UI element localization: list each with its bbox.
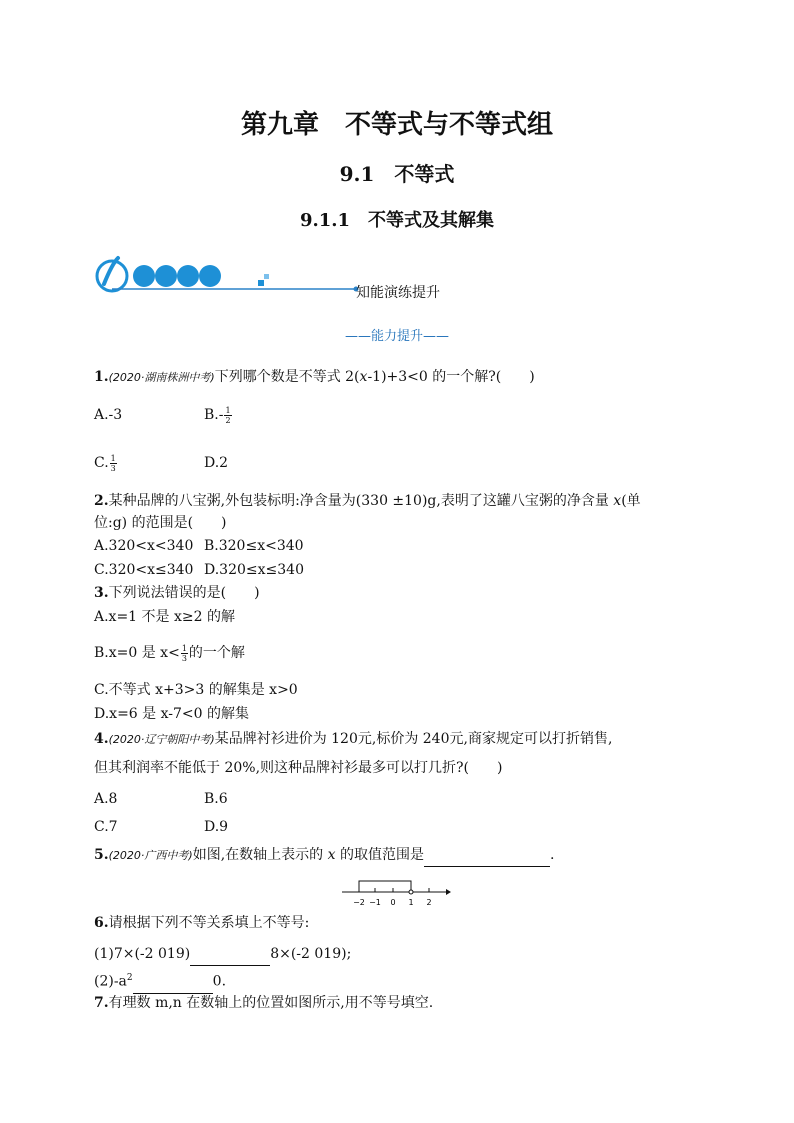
number-line-figure <box>340 878 452 908</box>
q3-option-c: C.不等式 x+3>3 的解集是 x>0 <box>94 682 298 698</box>
q6-part-1 <box>94 943 351 966</box>
q4-option-c: C.7 <box>94 819 118 835</box>
question-source: (2020·湖南株洲中考) <box>108 371 215 384</box>
tick-label: −2 <box>353 898 365 907</box>
stem-variable: x <box>613 493 622 509</box>
question-7-stem <box>94 992 433 1014</box>
question-number: 5. <box>94 847 109 863</box>
question-number: 2. <box>94 493 109 509</box>
q3-option-b <box>94 642 245 664</box>
exponent: 2 <box>126 973 133 983</box>
fraction: $\frac{1}{3}$ <box>181 643 187 663</box>
q4-option-b: B.6 <box>204 791 228 807</box>
q3-option-d: D.x=6 是 x-7<0 的解集 <box>94 706 249 722</box>
answer-blank[interactable] <box>424 844 550 867</box>
q3-option-a: A.x=1 不是 x≥2 的解 <box>94 609 235 625</box>
q2-option-c: C.320<x≤340 <box>94 562 194 578</box>
part-text: (1)7×(-2 019) <box>94 946 191 962</box>
q2-option-d: D.320≤x≤340 <box>204 562 304 578</box>
stem-variable: x <box>359 369 368 385</box>
option-prefix: C. <box>94 455 109 471</box>
q2-option-a: A.320<x<340 <box>94 538 194 554</box>
stem-text: 如图,在数轴上表示的 <box>192 847 328 863</box>
stem-text: (单 <box>621 493 641 509</box>
stem-text: 某品牌衬衫进价为 120元,标价为 240元,商家规定可以打折销售, <box>214 731 613 747</box>
stem-text: 下列哪个数是不等式 2( <box>214 369 360 385</box>
fraction: $\frac{1}{3}$ <box>110 453 116 473</box>
question-5-stem <box>94 844 554 867</box>
question-4-line2: 但其利润率不能低于 20%,则这种品牌衬衫最多可以打几折?( ) <box>94 760 503 776</box>
q2-option-b: B.320≤x<340 <box>204 538 304 554</box>
stem-variable: x <box>327 847 336 863</box>
tick-label: 2 <box>426 898 432 907</box>
tick-label: 0 <box>390 898 396 907</box>
question-number: 3. <box>94 585 109 601</box>
option-text: 的一个解 <box>188 645 245 661</box>
stem-text: -1)+3<0 的一个解?( ) <box>367 369 535 385</box>
stem-text: 有理数 m,n 在数轴上的位置如图所示,用不等号填空. <box>108 995 434 1011</box>
q4-option-d: D.9 <box>204 819 229 835</box>
question-4-line1 <box>94 728 612 751</box>
q1-option-a: A.-3 <box>94 407 123 423</box>
stem-text: 某种品牌的八宝粥,外包装标明:净含量为(330 ±10)g,表明了这罐八宝粥的净含量 <box>108 493 614 509</box>
answer-blank[interactable] <box>190 943 270 966</box>
option-text: B.x=0 是 x< <box>94 645 180 661</box>
question-source: (2020·广西中考) <box>108 849 193 862</box>
ability-header: ——能力提升—— <box>344 329 449 344</box>
q1-option-b <box>204 404 233 426</box>
question-2-line1 <box>94 490 641 512</box>
question-number: 1. <box>94 369 109 385</box>
stem-text: 的取值范围是 <box>335 847 424 863</box>
part-text: (2)-a <box>94 973 127 990</box>
part-text: 0. <box>212 973 227 990</box>
section-title: 9.1 不等式 <box>339 162 455 186</box>
subsection-title: 9.1.1 不等式及其解集 <box>299 210 495 231</box>
question-number: 7. <box>94 995 109 1011</box>
part-text: 8×(-2 019); <box>270 946 352 962</box>
question-source: (2020·辽宁朝阳中考) <box>108 733 215 746</box>
q4-option-a: A.8 <box>94 791 118 807</box>
question-3-stem <box>94 582 260 604</box>
question-number: 4. <box>94 731 109 747</box>
answer-blank[interactable] <box>133 971 213 994</box>
stem-text: 请根据下列不等关系填上不等号: <box>108 915 310 931</box>
question-number: 6. <box>94 915 109 931</box>
question-2-line2: 位:g) 的范围是( ) <box>94 515 227 531</box>
chapter-title: 第九章 不等式与不等式组 <box>240 110 553 140</box>
tick-label: 1 <box>408 898 414 907</box>
question-6-stem <box>94 912 309 934</box>
fraction: $\frac{1}{2}$ <box>225 405 231 425</box>
q1-option-d: D.2 <box>204 455 229 471</box>
stem-text: . <box>549 847 555 863</box>
tick-label: −1 <box>369 898 381 907</box>
banner-label: 知能演练提升 <box>356 285 440 301</box>
q1-option-c <box>94 452 118 474</box>
option-prefix: B.- <box>204 407 224 423</box>
q6-part-2 <box>94 967 226 994</box>
question-1-stem <box>94 366 535 389</box>
stem-text: 下列说法错误的是( ) <box>108 585 260 601</box>
